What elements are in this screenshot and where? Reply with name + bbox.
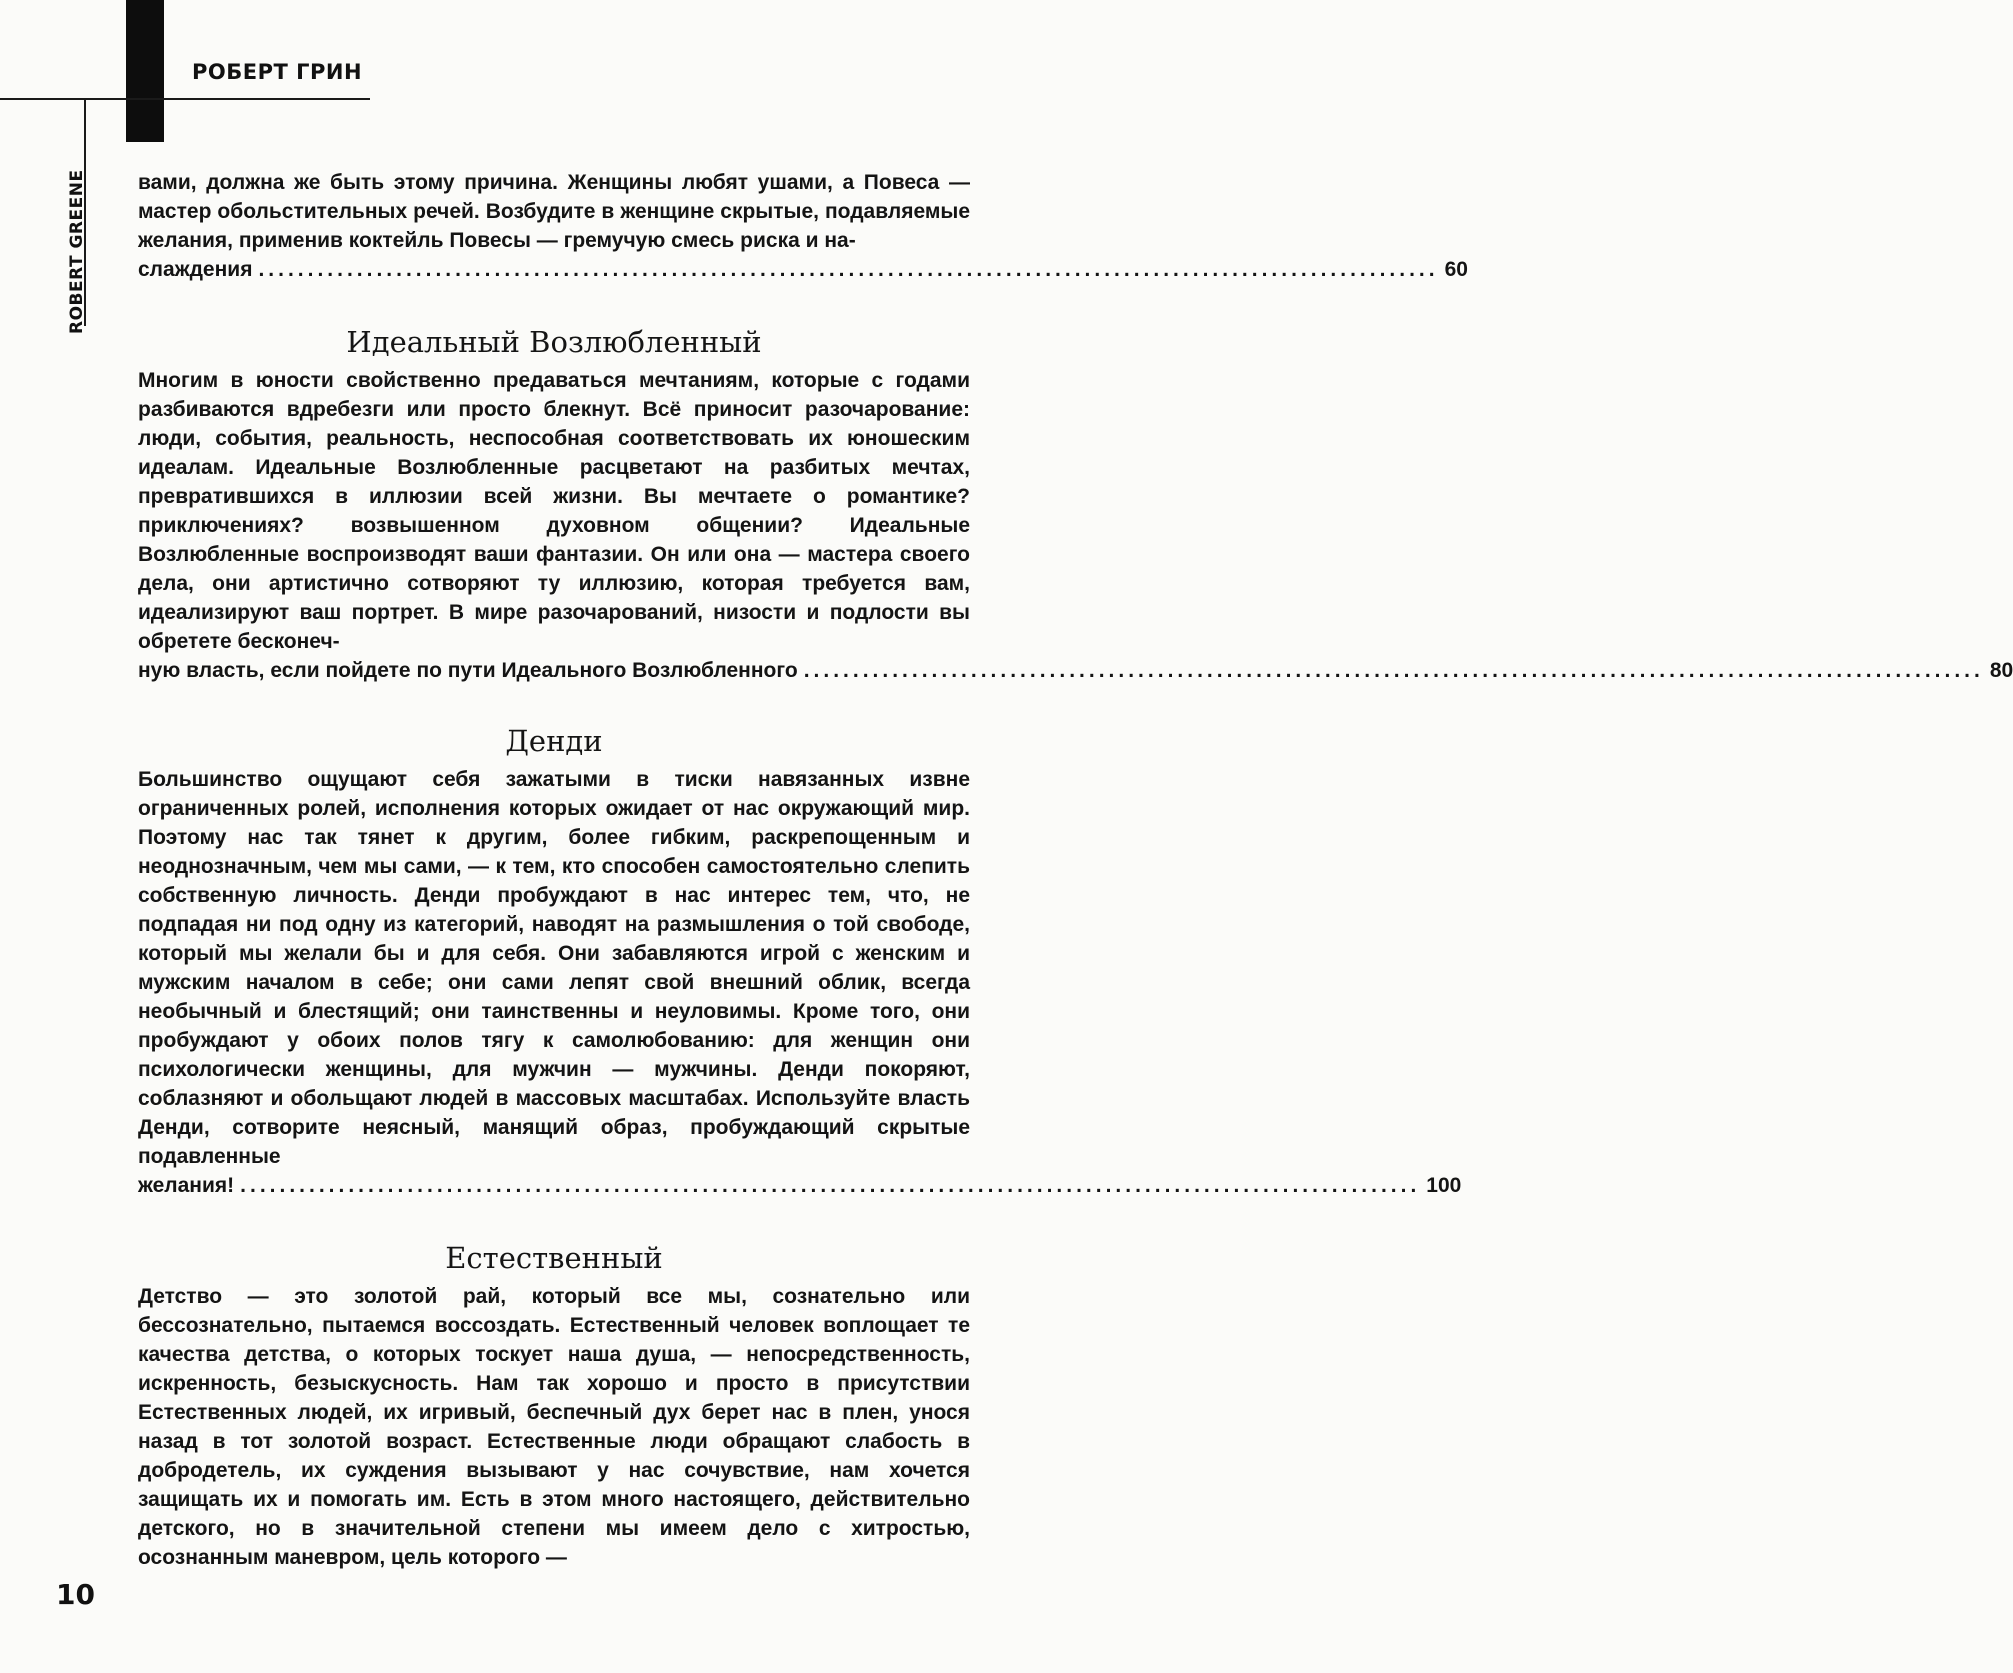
section-paragraph: Большинство ощущают себя зажатыми в тиски навязанных извне ограниченных ролей, исполнения которых ожидает от нас окружающий мир. Поэтому нас так тянет к другим, более гибким, раскрепощенным и неоднозначным, чем мы сами, — к тем, кто способен самостоятельно слепить собственную личность. Денди пробуждают в нас интерес тем, что, не подпадая ни под одну из категорий, наводят на размышления о той свободе, который мы желали бы и для себя. Они забавляются игрой с женским и мужским началом в себе; они сами лепят свой внешний облик, всегда необычный и блестящий; они таинственны и неуловимы. Кроме того, они пробуждают у обоих полов тягу к самолюбованию: для женщин они психологически женщины, для мужчин — мужчины. Денди покоряют, соблазняют и обольщают людей в массовых масштабах. Используйте власть Денди, сотворите неясный, манящий образ, пробуждающий скрытые подавленные [138, 768, 970, 1168]
section-last-line: желания! [138, 1174, 235, 1197]
section-page-ref: 80 [1989, 659, 2013, 682]
page-number: 10 [56, 1578, 95, 1611]
section-paragraph: Многим в юности свойственно предаваться мечтаниям, которые с годами разбиваются вдребезги или просто блекнут. Всё приносит разочарование: люди, события, реальность, неспособная соответствовать их юношеским идеалам. Идеальные Возлюбленные расцветают на разбитых мечтах, превратившихся в иллюзии всей жизни. Вы мечтаете о романтике? приключениях? возвышенном духовном общении? Идеальные Возлюбленные воспроизводят ваши фантазии. Он или она — мастера своего дела, они артистично сотворяют ту иллюзию, которая требуется вам, идеализируют ваш портрет. В мире разочарований, низости и подлости вы обретете бесконеч- [138, 369, 970, 653]
section-toc-line [138, 656, 2013, 685]
intro-page-ref: 60 [1444, 258, 1468, 281]
dot-leader: ........................................................................................................................ [258, 258, 1439, 281]
section-heading: Естественный [445, 1241, 663, 1275]
section-dandy [138, 721, 1462, 1200]
header-black-bar [126, 0, 164, 142]
intro-toc-line [138, 255, 1468, 284]
section-heading: Идеальный Возлюбленный [346, 325, 762, 359]
section-last-line: ную власть, если пойдете по пути Идеального Возлюбленного [138, 659, 798, 682]
side-header-author: ROBERT GREENE [67, 169, 87, 334]
section-paragraph: Детство — это золотой рай, который все мы, сознательно или бессознательно, пытаемся воссоздать. Естественный человек воплощает те качества детства, о которых тоскует наша душа, — непосредственность, искренность, безыскусность. Нам так хорошо и просто в присутствии Естественных людей, их игривый, беспечный дух берет нас в плен, унося назад в тот золотой возраст. Естественные люди обращают слабость в добродетель, их суждения вызывают у нас сочувствие, нам хочется защищать их и помогать им. Есть в этом много настоящего, действительно детского, но в значительной степени мы имеем дело с хитростью, осознанным маневром, цель которого — [138, 1285, 970, 1569]
section-ideal-lover [138, 322, 2013, 685]
dot-leader: ........................................................................................................................ [803, 659, 1984, 682]
section-natural [138, 1238, 970, 1572]
section-toc-line [138, 1171, 1462, 1200]
intro-last-line: слаждения [138, 258, 253, 281]
page-content [138, 168, 2013, 1572]
dot-leader: ........................................................................................................................ [240, 1174, 1421, 1197]
intro-block [138, 168, 1468, 284]
header-rule [0, 98, 370, 100]
section-page-ref: 100 [1426, 1174, 1462, 1197]
running-header-author: РОБЕРТ ГРИН [192, 60, 363, 84]
section-heading: Денди [505, 724, 603, 758]
intro-paragraph: вами, должна же быть этому причина. Женщины любят ушами, а Повеса — мастер обольстительных речей. Возбудите в женщине скрытые, подавляемые желания, применив коктейль Повесы — гремучую смесь риска и на- [138, 171, 970, 252]
